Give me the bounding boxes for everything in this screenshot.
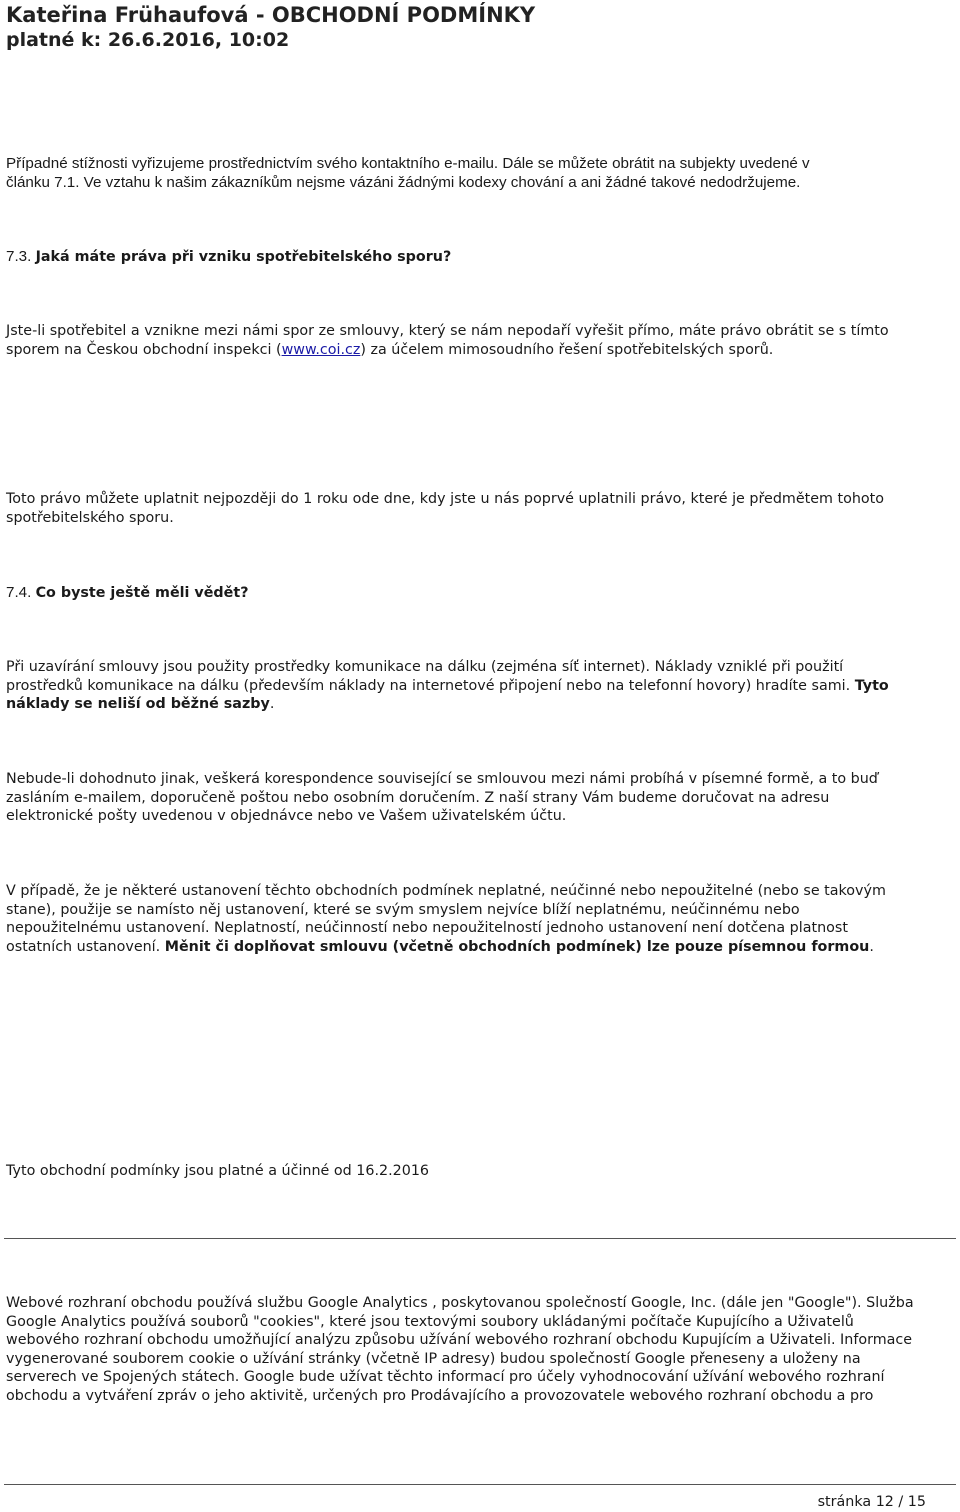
complaints-line-2: článku 7.1. Ve vztahu k našim zákazníkům nejsme vázáni žádnými kodexy chování a ani žádné takové nedodržujeme. xyxy=(6,173,801,191)
section-7-4-title: Co byste ještě měli vědět? xyxy=(35,585,249,601)
analytics-line-3: webového rozhraní obchodu umožňující analýzu způsobu užívání webového rozhraní obchodu Kupujícím a Uživateli. Informace xyxy=(6,1332,913,1349)
analytics-line-6: obchodu a vytváření zpráv o jeho aktivitě, určených pro Prodávajícího a provozovatele webového rozhraní obchodu a pro xyxy=(6,1387,874,1404)
severability-line-4-after: . xyxy=(869,938,874,955)
distance-line-3 xyxy=(6,695,946,714)
section-7-3-number: 7.3. xyxy=(6,248,36,265)
dispute-line-2 xyxy=(6,341,946,360)
dispute-line-1: Jste-li spotřebitel a vznikne mezi námi spor ze smlouvy, který se nám nepodaří vyřešit přímo, máte právo obrátit se s tímto xyxy=(6,323,889,339)
severability-line-1: V případě, že je některé ustanovení těchto obchodních podmínek neplatné, neúčinné nebo nepoužitelné (nebo se takovým xyxy=(6,883,886,899)
dispute-paragraph xyxy=(6,322,946,359)
dispute-line-2-before: sporem na Českou obchodní inspekci ( xyxy=(6,341,282,358)
complaints-line-1: Případné stížnosti vyřizujeme prostřednictvím svého kontaktního e-mailu. Dále se můžete obrátit na subjekty uvedené v xyxy=(6,155,810,172)
complaints-paragraph xyxy=(6,155,946,192)
section-7-4-heading xyxy=(6,584,249,602)
correspondence-paragraph xyxy=(6,770,946,826)
correspondence-line-3: elektronické pošty uvedenou v objednávce nebo ve Vašem uživatelském účtu. xyxy=(6,808,567,825)
distance-line-1: Při uzavírání smlouvy jsou použity prostředky komunikace na dálku (zejména síť internet). Náklady vzniklé při použití xyxy=(6,659,844,675)
severability-line-4-bold: Měnit či doplňovat smlouvu (včetně obchodních podmínek) lze pouze písemnou formou xyxy=(164,938,870,955)
document-valid-date: platné k: 26.6.2016, 10:02 xyxy=(6,29,290,51)
section-divider xyxy=(4,1238,956,1239)
deadline-line-2: spotřebitelského sporu. xyxy=(6,509,174,526)
severability-line-4 xyxy=(6,938,946,957)
deadline-line-1: Toto právo můžete uplatnit nejpozději do 1 roku ode dne, kdy jste u nás poprvé uplatnili právo, které je předmětem tohoto xyxy=(6,491,885,507)
analytics-line-1: Webové rozhraní obchodu používá službu Google Analytics , poskytovanou společností Google, Inc. (dále jen "Google"). Služba xyxy=(6,1295,914,1311)
correspondence-line-2: zasláním e-mailem, doporučeně poštou nebo osobním doručením. Z naší strany Vám budeme doručovat na adresu xyxy=(6,789,830,806)
section-7-3-heading xyxy=(6,248,451,266)
coi-link[interactable]: www.coi.cz xyxy=(281,341,361,358)
distance-line-2-text: prostředků komunikace na dálku (především náklady na internetové připojení nebo na telefonní hovory) hradíte sami. xyxy=(6,677,855,694)
distance-line-3-bold: náklady se neliší od běžné sazby xyxy=(6,696,270,713)
analytics-line-5: serverech ve Spojených státech. Google bude užívat těchto informací pro účely vyhodnocování užívání webového rozhraní xyxy=(6,1369,885,1386)
severability-line-3: nepoužitelnému ustanovení. Neplatností, neúčinností nebo nepoužitelností jednoho ustanovení není dotčena platnost xyxy=(6,920,848,937)
deadline-paragraph xyxy=(6,490,946,527)
distance-line-2 xyxy=(6,677,946,696)
section-7-3-title: Jaká máte práva při vzniku spotřebitelského sporu? xyxy=(35,249,452,265)
document-title: Kateřina Frühaufová - OBCHODNÍ PODMÍNKY xyxy=(6,3,536,27)
distance-communication-paragraph xyxy=(6,658,946,714)
section-7-4-number: 7.4. xyxy=(6,584,36,601)
footer-divider xyxy=(4,1484,956,1485)
page-number: stránka 12 / 15 xyxy=(817,1494,926,1510)
analytics-line-4: vygenerované souborem cookie o užívání stránky (včetně IP adresy) budou společností Google přeneseny a uloženy na xyxy=(6,1350,861,1367)
effective-date-paragraph xyxy=(6,1162,946,1181)
correspondence-line-1: Nebude-li dohodnuto jinak, veškerá korespondence související se smlouvou mezi námi probíhá v písemné formě, a to buď xyxy=(6,771,878,787)
severability-paragraph xyxy=(6,882,946,956)
effective-date-text: Tyto obchodní podmínky jsou platné a účinné od 16.2.2016 xyxy=(6,1163,430,1179)
distance-line-2-bold: Tyto xyxy=(854,677,889,694)
analytics-line-2: Google Analytics používá souborů "cookies", které jsou textovými soubory ukládanými počítače Kupujícího a Uživatelů xyxy=(6,1313,854,1330)
dispute-line-2-after: ) za účelem mimosoudního řešení spotřebitelských sporů. xyxy=(360,341,774,358)
analytics-paragraph xyxy=(6,1294,946,1406)
severability-line-2: stane), použije se namísto něj ustanovení, které se svým smyslem nejvíce blíží neplatnému, neúčinnému nebo xyxy=(6,901,800,918)
distance-line-3-after: . xyxy=(269,696,275,713)
severability-line-4-text: ostatních ustanovení. xyxy=(6,938,165,955)
